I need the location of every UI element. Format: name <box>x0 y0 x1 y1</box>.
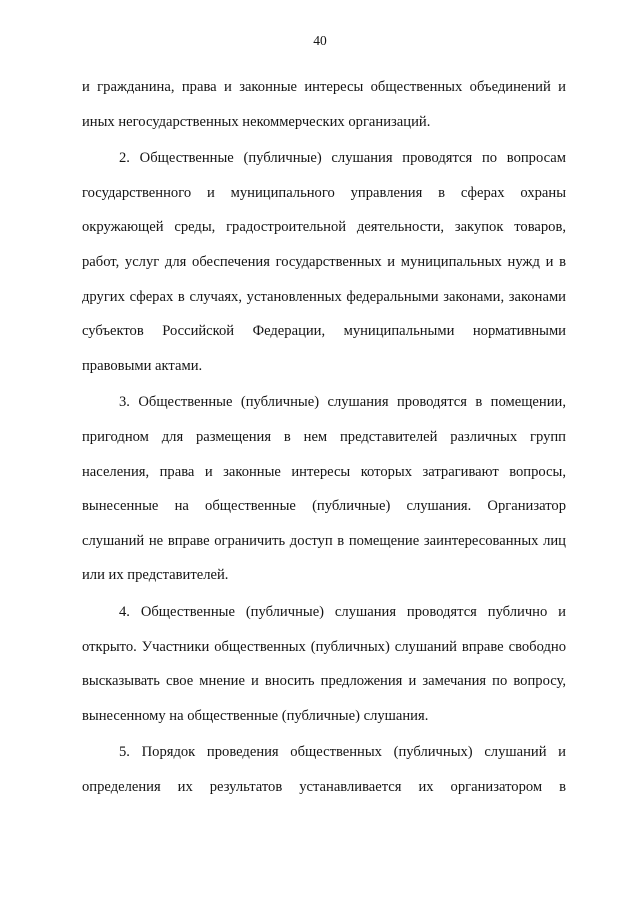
paragraph-item-4: 4. Общественные (публичные) слушания проводятся публично и открыто. Участники общественных (публичных) слушаний вправе свободно высказывать свое мнение и вносить предложения и замечания по вопросу, вынесенному на общественные (публичные) слушания. <box>82 603 566 724</box>
paragraph-item-5: 5. Порядок проведения общественных (публичных) слушаний и определения их результатов устанавливается их организатором в <box>82 744 566 795</box>
page-number: 40 <box>313 33 327 48</box>
paragraph-item-2: 2. Общественные (публичные) слушания проводятся по вопросам государственного и муниципального управления в сферах охраны окружающей среды, градостроительной деятельности, закупок товаров, работ, услуг для обеспечения государственных и муниципальных нужд и в других сферах в случаях, установленных федеральными законами, законами субъектов Российской Федерации, муниципальными нормативными правовыми актами. <box>82 150 566 374</box>
paragraph-continuation: и гражданина, права и законные интересы общественных объединений и иных негосударственных некоммерческих организаций. <box>82 79 566 130</box>
paragraph-item-3: 3. Общественные (публичные) слушания проводятся в помещении, пригодном для размещения в нем представителей различных групп населения, права и законные интересы которых затрагивают вопросы, вынесенные на общественные (публичные) слушания. Организатор слушаний не вправе ограничить доступ в помещение заинтересованных лиц или их представителей. <box>82 394 566 584</box>
document-body <box>82 70 566 806</box>
